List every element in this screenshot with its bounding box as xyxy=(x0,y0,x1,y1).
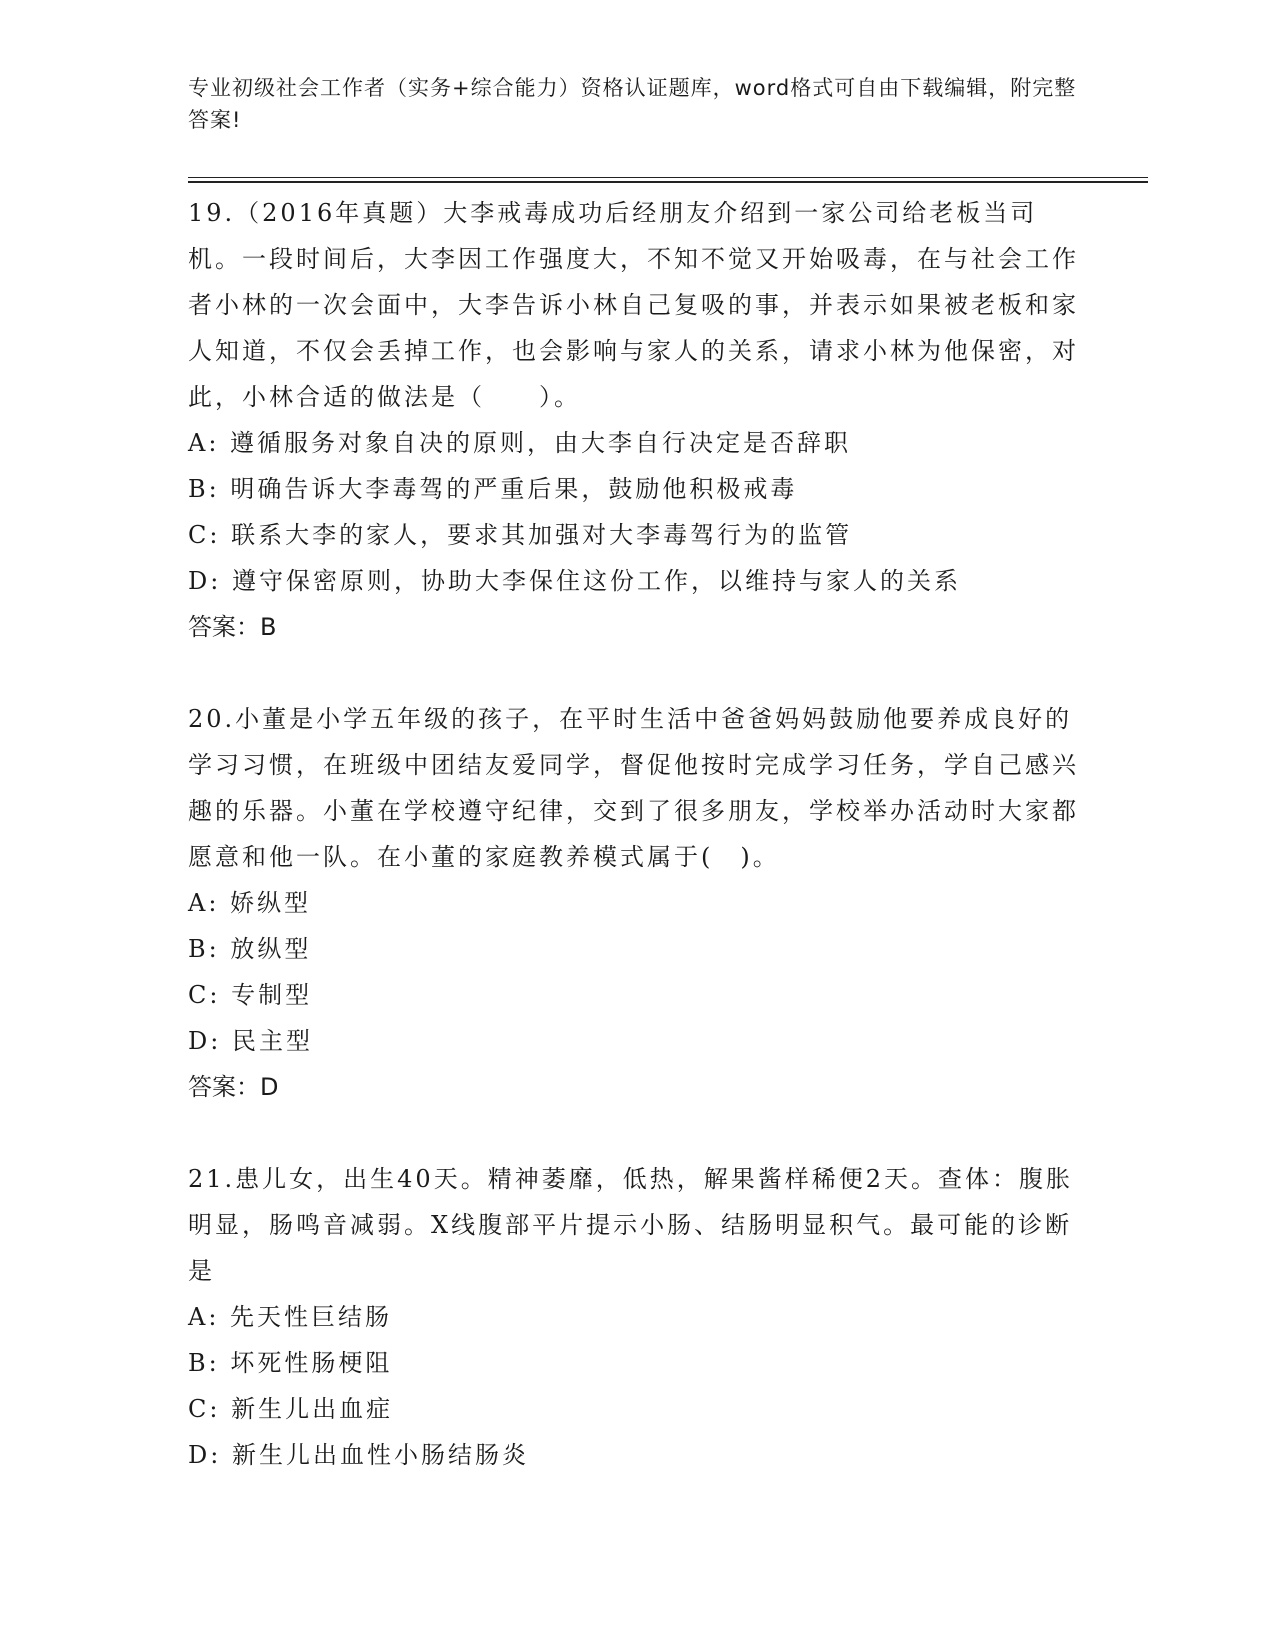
option-a: A: 娇纵型 xyxy=(188,889,312,917)
question-spacer xyxy=(188,1110,1088,1156)
option-b: B: 放纵型 xyxy=(188,935,312,963)
document-page xyxy=(188,72,1148,1469)
header-divider-thick xyxy=(188,181,1148,183)
option-a: A: 遵循服务对象自决的原则，由大李自行决定是否辞职 xyxy=(188,429,852,457)
option-b: B: 坏死性肠梗阻 xyxy=(188,1349,393,1377)
option-c: C: 新生儿出血症 xyxy=(188,1395,394,1423)
answer-line: 答案：D xyxy=(188,1073,279,1101)
question-spacer xyxy=(188,650,1088,696)
question-19 xyxy=(188,190,1088,650)
question-stem: 19.（2016年真题）大李戒毒成功后经朋友介绍到一家公司给老板当司机。一段时间后，大李因工作强度大，不知不觉又开始吸毒，在与社会工作者小林的一次会面中，大李告诉小林自己复吸的事，并表示如果被老板和家人知道，不仅会丢掉工作，也会影响与家人的关系，请求小林为他保密，对此，小林合适的做法是（ ）。 xyxy=(188,199,1079,411)
option-d: D: 新生儿出血性小肠结肠炎 xyxy=(188,1441,529,1469)
question-21 xyxy=(188,1156,1088,1478)
option-b: B: 明确告诉大李毒驾的严重后果，鼓励他积极戒毒 xyxy=(188,475,798,503)
question-20 xyxy=(188,696,1088,1110)
option-d: D: 民主型 xyxy=(188,1027,313,1055)
document-header-title: 专业初级社会工作者（实务+综合能力）资格认证题库，word格式可自由下载编辑，附完整答案! xyxy=(188,76,1077,132)
option-c: C: 联系大李的家人，要求其加强对大李毒驾行为的监管 xyxy=(188,521,853,549)
question-stem: 20.小董是小学五年级的孩子，在平时生活中爸爸妈妈鼓励他要养成良好的学习习惯，在班级中团结友爱同学，督促他按时完成学习任务，学自己感兴趣的乐器。小董在学校遵守纪律，交到了很多朋友，学校举办活动时大家都愿意和他一队。在小董的家庭教养模式属于( )。 xyxy=(188,705,1079,871)
option-a: A: 先天性巨结肠 xyxy=(188,1303,393,1331)
header-divider-thin xyxy=(188,177,1148,178)
question-stem: 21.患儿女，出生40天。精神萎靡，低热，解果酱样稀便2天。查体：腹胀明显，肠鸣音减弱。X线腹部平片提示小肠、结肠明显积气。最可能的诊断是 xyxy=(188,1165,1073,1285)
option-d: D: 遵守保密原则，协助大李保住这份工作，以维持与家人的关系 xyxy=(188,567,961,595)
question-list xyxy=(188,190,1088,1478)
answer-line: 答案：B xyxy=(188,613,277,641)
option-c: C: 专制型 xyxy=(188,981,313,1009)
